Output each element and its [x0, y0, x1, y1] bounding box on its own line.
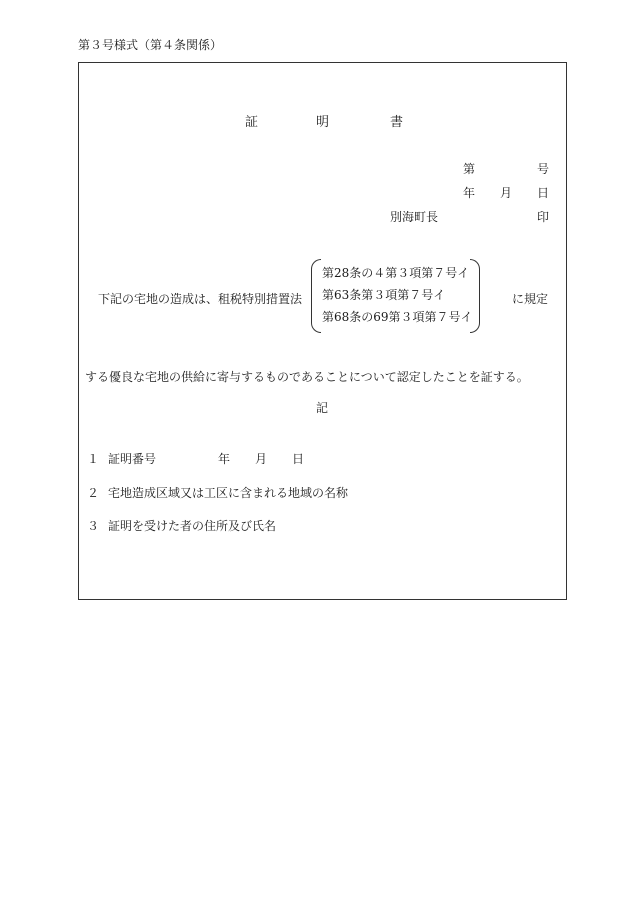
number-suffix: 号: [537, 162, 550, 176]
item-3-label: 証明を受けた者の住所及び氏名: [108, 519, 277, 533]
item-2-label: 宅地造成区域又は工区に含まれる地域の名称: [108, 486, 349, 500]
item-1-month: 月: [255, 452, 268, 466]
title-char-1: 証: [245, 115, 259, 130]
ki-heading: 記: [316, 401, 329, 415]
option-line-1: 第28条の４第３項第７号イ: [322, 266, 470, 280]
item-1-label: 証明番号: [108, 452, 157, 466]
option-line-3: 第68条の69第３項第７号イ: [322, 310, 473, 324]
item-1-year: 年: [218, 452, 231, 466]
statement-lead: 下記の宅地の造成は、租税特別措置法: [98, 292, 303, 306]
date-day: 日: [537, 186, 550, 200]
seal-mark: 印: [537, 210, 550, 224]
form-number-label: 第３号様式（第４条関係）: [78, 38, 223, 52]
options-bracket-left: [311, 259, 321, 333]
title-char-3: 書: [390, 115, 404, 130]
item-3-number: ３: [87, 519, 100, 533]
option-line-2: 第63条第３項第７号イ: [322, 288, 446, 302]
title-char-2: 明: [316, 115, 330, 130]
number-prefix: 第: [463, 162, 476, 176]
item-1-day: 日: [292, 452, 305, 466]
issuer-name: 別海町長: [390, 210, 439, 224]
date-year: 年: [463, 186, 476, 200]
item-1-number: １: [87, 452, 100, 466]
date-month: 月: [500, 186, 513, 200]
statement-tail: に規定: [512, 292, 549, 306]
item-2-number: ２: [87, 486, 100, 500]
statement-continuation: する優良な宅地の供給に寄与するものであることについて認定したことを証する。: [85, 370, 529, 384]
